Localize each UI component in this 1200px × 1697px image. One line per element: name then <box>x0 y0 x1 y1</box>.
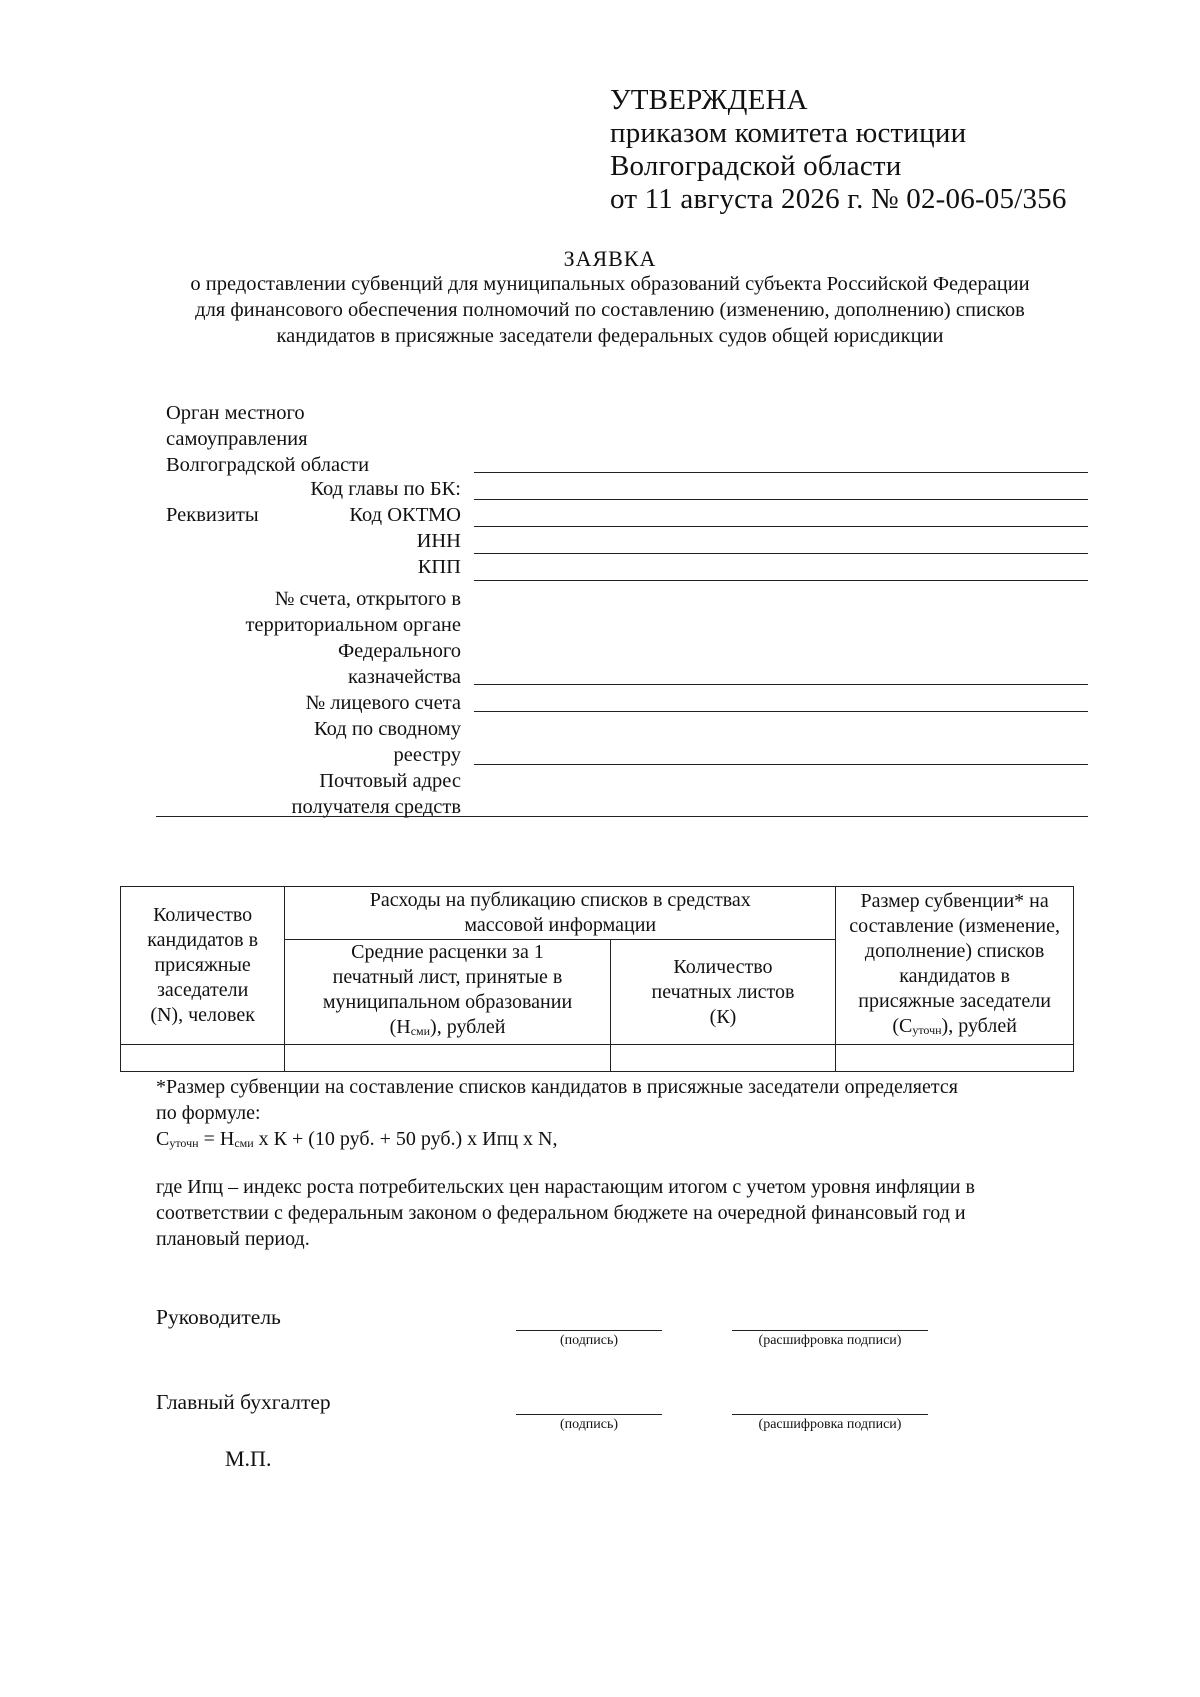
header-sheet-count: Количество печатных листов (К) <box>610 940 835 1045</box>
stamp-place: М.П. <box>225 1446 272 1471</box>
header-publication-expenses: Расходы на публикацию списков в средствах массовой информации <box>285 887 836 940</box>
personal-account-field-line[interactable] <box>474 711 1088 712</box>
document-subtitle <box>140 271 1080 349</box>
header-average-price: Средние расценки за 1 печатный лист, принятые в муниципальном образовании $(Н_{сми})$, рублей <box>285 940 610 1045</box>
head-label: Руководитель <box>156 1305 281 1329</box>
personal-account-label: № лицевого счета <box>305 692 461 714</box>
organ-label: Орган местного самоуправления Волгоградской области <box>166 402 370 476</box>
postal-address-label: Почтовый адрес получателя средств <box>291 770 461 818</box>
chief-accountant-signature-line[interactable] <box>516 1414 662 1415</box>
subtitle-line: о предоставлении субвенций для муниципальных образований субъекта Российской Федерации <box>190 273 1030 295</box>
account-field-line[interactable] <box>474 684 1088 685</box>
inn-field-line[interactable] <box>474 553 1088 554</box>
chief-accountant-decoding-caption: (расшифровка подписи) <box>758 1417 902 1432</box>
requisites-group-label: Реквизиты <box>166 504 259 526</box>
chief-accountant-label: Главный бухгалтер <box>156 1390 331 1414</box>
chief-accountant-signature-caption: (подпись) <box>559 1417 619 1432</box>
registry-code-field-line[interactable] <box>474 764 1088 765</box>
chief-accountant-decoding-line[interactable] <box>732 1414 928 1415</box>
kpp-label: КПП <box>417 556 461 578</box>
subtitle-line: кандидатов в присяжные заседатели федеральных судов общей юрисдикции <box>276 325 944 347</box>
table-row <box>121 1045 1074 1072</box>
cell-average-price[interactable] <box>285 1045 610 1072</box>
organ-field-line[interactable] <box>474 472 1088 473</box>
kpp-field-line[interactable] <box>474 580 1088 581</box>
approval-block <box>610 84 1067 216</box>
head-signature-line[interactable] <box>516 1330 662 1331</box>
approval-order: приказом комитета юстиции <box>610 117 967 149</box>
cell-subvention-size[interactable] <box>836 1045 1074 1072</box>
inn-label: ИНН <box>416 530 461 552</box>
inflation-index-note: где Ипц – индекс роста потребительских цен нарастающим итогом с учетом уровня инфляции в соответствии с федеральным законом о федеральном бюджете на очередной финансовый год и плановый период. <box>156 1176 975 1250</box>
header-candidates-count: Количество кандидатов в присяжные заседатели (N), человек <box>121 887 285 1045</box>
postal-address-field-line[interactable] <box>156 816 1088 817</box>
table-header-row <box>121 887 1074 940</box>
cell-candidates-count[interactable] <box>121 1045 285 1072</box>
kod-glavy-label: Код главы по БК: <box>310 478 461 500</box>
formula: $С_{уточн} = Н_{сми}$ х К + (10 руб. + 50 руб.) х Ипц х N, <box>156 1128 558 1150</box>
head-signature-caption: (подпись) <box>559 1333 619 1348</box>
kod-oktmo-label: Код ОКТМО <box>349 504 461 526</box>
subvention-table <box>120 886 1074 1072</box>
kod-glavy-field-line[interactable] <box>474 499 1088 500</box>
formula-note: *Размер субвенции на составление списков кандидатов в присяжные заседатели определяется по формуле: $С_{уточн} = Н_{сми}$ х К + (10 руб. + 50 руб.) х Ипц х N, <box>156 1074 1086 1156</box>
kod-oktmo-field-line[interactable] <box>474 526 1088 527</box>
approval-date-number: от 11 августа 2026 г. № 02-06-05/356 <box>610 183 1067 215</box>
account-label: № счета, открытого в территориальном органе Федерального казначейства <box>245 588 461 688</box>
head-decoding-line[interactable] <box>732 1330 928 1331</box>
document-title: ЗАЯВКА <box>563 246 657 271</box>
approval-title: УТВЕРЖДЕНА <box>610 84 808 116</box>
subtitle-line: для финансового обеспечения полномочий по составлению (изменению, дополнению) списков <box>195 299 1025 321</box>
header-subvention-size: Размер субвенции* на составление (изменение, дополнение) списков кандидатов в присяжные заседатели $(С_{уточн})$, рублей <box>836 887 1074 1045</box>
cell-sheet-count[interactable] <box>610 1045 835 1072</box>
approval-region: Волгоградской области <box>610 150 902 182</box>
registry-code-label: Код по сводному реестру <box>314 718 461 766</box>
head-decoding-caption: (расшифровка подписи) <box>758 1333 902 1348</box>
